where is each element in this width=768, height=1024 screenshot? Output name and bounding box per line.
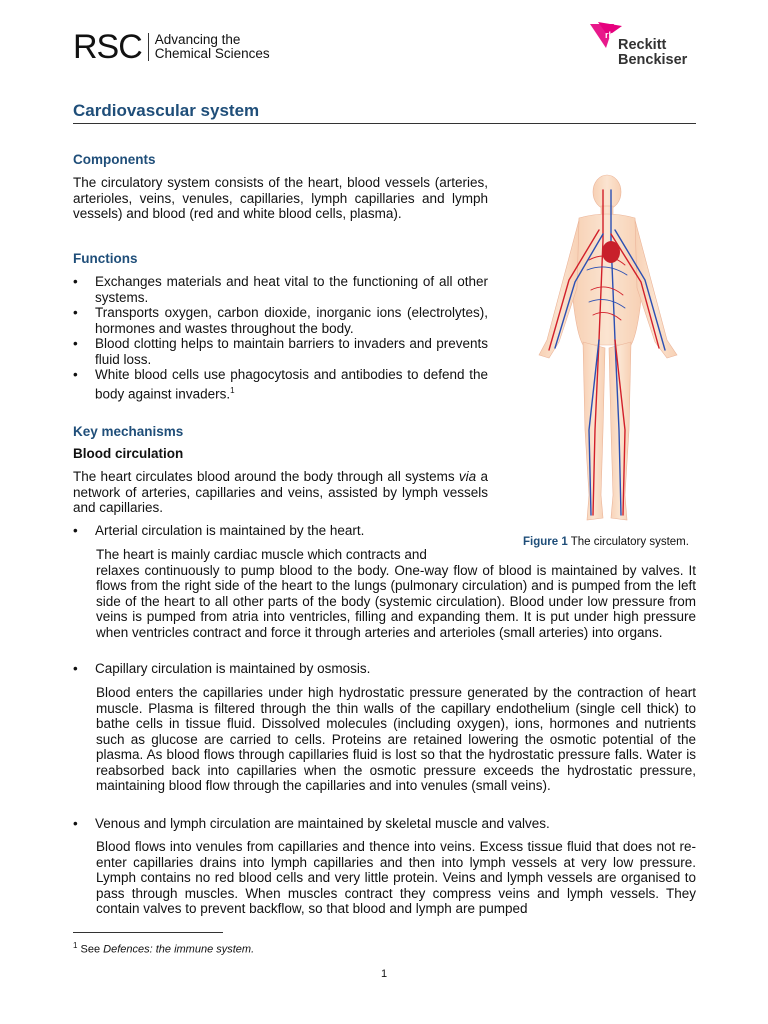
circulation-intro: The heart circulates blood around the body through all systems via a network of arteries, capillaries and veins, assisted by lymph vessels and capillaries. — [73, 469, 488, 515]
heart-icon — [602, 241, 620, 263]
list-item: • White blood cells use phagocytosis and antibodies to defend the body against invaders.$^1$ — [73, 367, 488, 401]
blood-circulation-heading: Blood circulation — [73, 446, 184, 461]
components-heading: Components — [73, 152, 156, 167]
reckitt-benckiser-logo — [588, 20, 700, 70]
rsc-logo-divider — [148, 33, 149, 61]
rsc-mark: RSC — [73, 28, 142, 66]
rb-wordmark: Reckitt Benckiser — [618, 37, 688, 68]
page-number: 1 — [380, 968, 388, 980]
rsc-tagline: Advancing the Chemical Sciences — [154, 32, 270, 61]
venous-text: Blood flows into venules from capillaries and thence into veins. Excess tissue fluid that does not re-enter capillaries drains into lymph capillaries and then into lymph vessels at very low pressure. Lymph contains no red blood cells and very little protein. Veins and lymph vessels are organised to pass through muscles. When muscles contract they compress veins and lymph vessels. They contain valves to prevent backflow, so that blood and lymph are pumped — [96, 839, 696, 916]
arterial-bullet: • Arterial circulation is maintained by the heart. — [73, 523, 365, 538]
footnote-divider — [73, 932, 223, 933]
svg-text:rb: rb — [605, 30, 614, 40]
circulatory-system-figure — [519, 170, 696, 526]
venous-bullet: • Venous and lymph circulation are maintained by skeletal muscle and valves. — [73, 816, 550, 831]
arterial-text-line1: The heart is mainly cardiac muscle which contracts and — [96, 547, 427, 562]
capillary-text: Blood enters the capillaries under high hydrostatic pressure generated by the contraction of heart muscle. Plasma is filtered through the thin walls of the capillary endothelium (single cell thick) to bathe cells in tissue fluid. Dissolved molecules (including oxygen), ions, hormones and nutrients such as glucose are carried to cells. Proteins are retained lowering the osmotic potential of the plasma. As blood flows through capillaries fluid is lost so that the hydrostatic pressure falls. Water is reabsorbed back into capillaries when the osmotic pressure exceeds the hydrostatic pressure, maintaining blood flow through the capillaries and into venules (small veins). — [96, 685, 696, 793]
figure-caption: Figure 1 The circulatory system. — [523, 536, 689, 548]
key-mechanisms-heading: Key mechanisms — [73, 424, 184, 439]
list-item: • Exchanges materials and heat vital to the functioning of all other systems. — [73, 274, 488, 305]
list-item: • Transports oxygen, carbon dioxide, inorganic ions (electrolytes), hormones and wastes throughout the body. — [73, 305, 488, 336]
page-title: Cardiovascular system — [73, 101, 260, 120]
rsc-logo — [73, 30, 270, 64]
functions-list — [73, 274, 488, 402]
arterial-text: relaxes continuously to pump blood to the body. One-way flow of blood is maintained by valves. It flows from the right side of the heart to the lungs (pulmonary circulation) and is pumped from the left side of the heart to all other parts of the body (systemic circulation). Blood under low pressure from veins is pumped from atria into ventricles, filling and expanding them. It is put under high pressure when ventricles contract and force it through arteries and arterioles (small arteries) into organs. — [96, 562, 696, 640]
footnote: $^1$ See Defences: the immune system. — [73, 941, 255, 956]
functions-heading: Functions — [73, 251, 138, 266]
components-text: The circulatory system consists of the heart, blood vessels (arteries, arterioles, veins, venules, capillaries, lymph capillaries and lymph vessels) and blood (red and white blood cells, plasma). — [73, 175, 488, 221]
list-item: • Blood clotting helps to maintain barriers to invaders and prevents fluid loss. — [73, 336, 488, 367]
capillary-bullet: • Capillary circulation is maintained by osmosis. — [73, 661, 371, 676]
footnote-ref[interactable]: 1 — [230, 385, 235, 395]
title-divider — [73, 123, 696, 124]
